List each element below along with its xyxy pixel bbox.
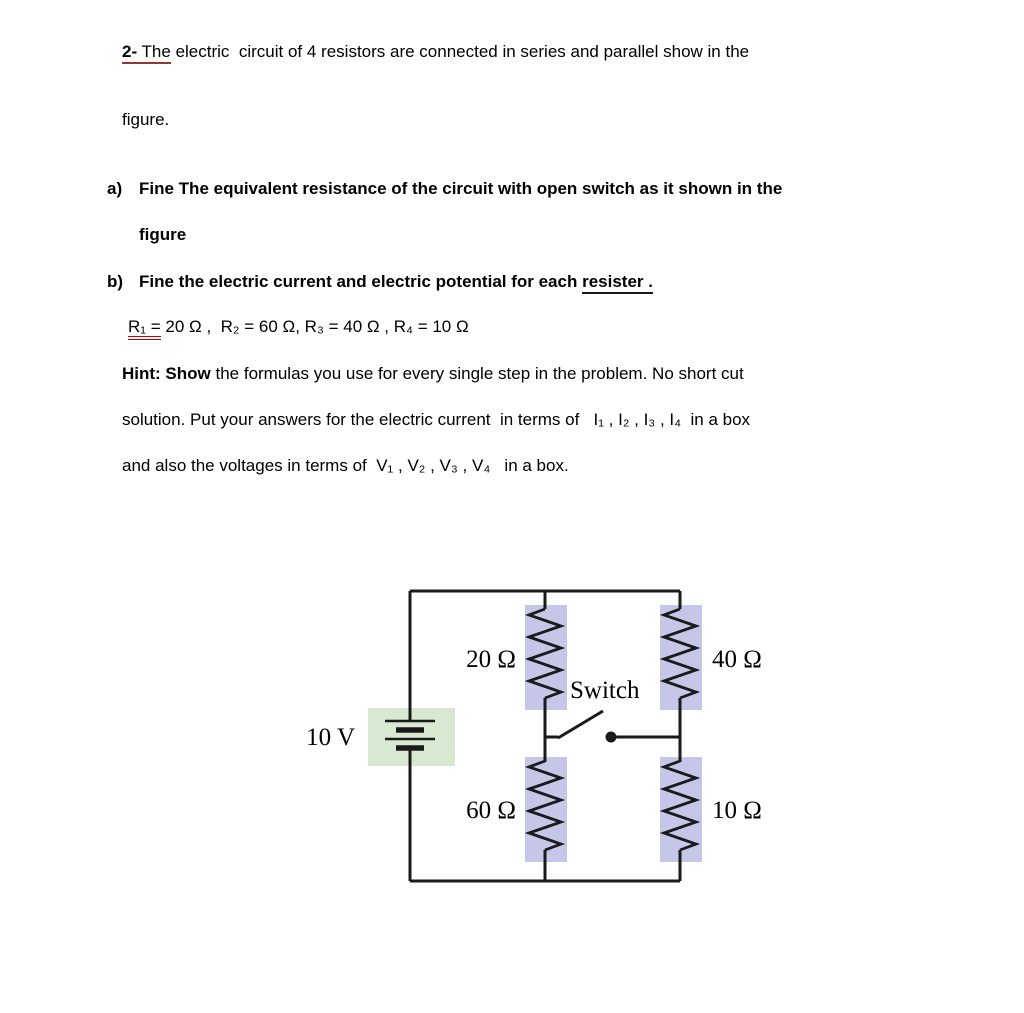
problem-number: 2-	[122, 42, 138, 61]
resistor-r3-label: 40 Ω	[712, 646, 762, 673]
hint-line-2	[122, 408, 750, 432]
hint-text-3: and also the voltages in terms of V₁ , V₂ , V₃ , V₄ in a box.	[122, 456, 569, 475]
part-b-label: b)	[107, 272, 124, 291]
given-values-line	[128, 315, 469, 339]
hint-text-1: the formulas you use for every single step in the problem. No short cut	[210, 364, 744, 383]
switch-label: Switch	[570, 677, 640, 704]
hint-lead: Hint: Show	[122, 364, 211, 383]
hint-text-2: solution. Put your answers for the electric current in terms of I₁ , I₂ , I₃ , I₄ in a box	[122, 410, 751, 429]
part-b-line	[107, 270, 653, 294]
resistor-r1-label: 20 Ω	[466, 646, 516, 673]
intro-rest: electric circuit of 4 resistors are connected in series and parallel show in the	[170, 42, 750, 61]
intro-figure-text: figure.	[122, 110, 170, 129]
resistor-r2-label: 60 Ω	[466, 797, 516, 824]
part-a-text-2: figure	[139, 225, 187, 244]
intro-line-2	[122, 108, 169, 132]
intro-the: The	[137, 42, 171, 61]
intro-line-1	[122, 40, 749, 64]
component-highlights	[368, 605, 702, 862]
battery-voltage-label: 10 V	[306, 724, 355, 751]
hint-line-1	[122, 362, 744, 386]
switch-blade	[558, 711, 603, 738]
intro-underlined-lead	[122, 42, 171, 64]
resistor-r4-label: 10 Ω	[712, 797, 762, 824]
part-a-line-1	[107, 177, 782, 201]
part-b-underlined-word: resister .	[582, 272, 653, 294]
hint-line-3	[122, 454, 569, 478]
given-rest: 20 Ω , R₂ = 60 Ω, R₃ = 40 Ω , R₄ = 10 Ω	[160, 317, 469, 336]
given-underlined: R₁ =	[128, 317, 161, 340]
part-b-text: Fine the electric current and electric potential for each	[139, 272, 583, 291]
circuit-diagram	[290, 575, 790, 905]
switch-pivot-dot	[606, 732, 617, 743]
part-a-label: a)	[107, 179, 123, 198]
part-a-text-1: Fine The equivalent resistance of the circuit with open switch as it shown in the	[139, 179, 783, 198]
part-a-line-2	[139, 223, 186, 247]
